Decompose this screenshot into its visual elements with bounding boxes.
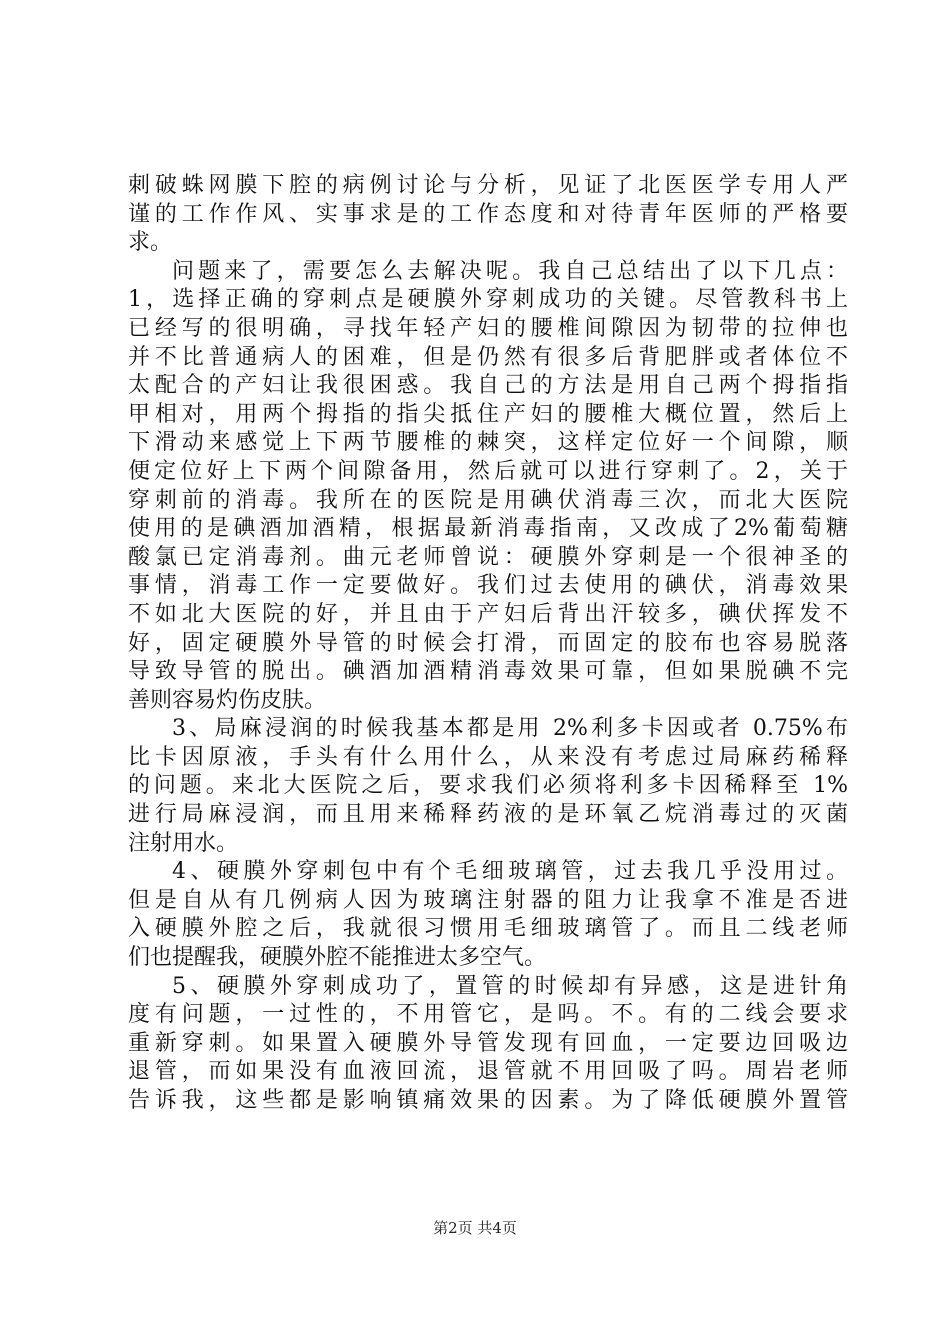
text-line: 1，选择正确的穿刺点是硬膜外穿刺成功的关键。尽管教科书上 — [128, 287, 848, 313]
text-line: 便定位好上下两个间隙备用，然后就可以进行穿刺了。2，关于 — [128, 458, 848, 484]
text-line: 不如北大医院的好，并且由于产妇后背出汗较多，碘伏挥发不 — [128, 601, 848, 627]
text-line: 重新穿刺。如果置入硬膜外导管发现有回血，一定要边回吸边 — [128, 1030, 848, 1056]
text-line: 事情，消毒工作一定要做好。我们过去使用的碘伏，消毒效果 — [128, 573, 848, 599]
text-line: 4、硬膜外穿刺包中有个毛细玻璃管，过去我几乎没用过。 — [172, 859, 848, 885]
text-line: 谨的工作作风、实事求是的工作态度和对待青年医师的严格要 — [128, 201, 848, 227]
text-line: 导致导管的脱出。碘酒加酒精消毒效果可靠，但如果脱碘不完 — [128, 659, 848, 685]
text-line: 但是自从有几例病人因为玻璃注射器的阻力让我拿不准是否进 — [128, 887, 848, 913]
text-line: 使用的是碘酒加酒精，根据最新消毒指南，又改成了2%葡萄糖 — [128, 516, 848, 542]
paragraph — [128, 258, 848, 716]
paragraph — [128, 858, 848, 972]
text-line: 注射用水。 — [128, 830, 239, 856]
text-line: 比卡因原液，手头有什么用什么，从来没有考虑过局麻药稀释 — [128, 744, 848, 770]
text-line: 告诉我，这些都是影响镇痛效果的因素。为了降低硬膜外置管 — [128, 1088, 848, 1113]
paragraph — [128, 973, 848, 1116]
text-line: 下滑动来感觉上下两节腰椎的棘突，这样定位好一个间隙，顺 — [128, 430, 848, 456]
text-line: 度有问题，一过性的，不用管它，是吗。不。有的二线会要求 — [128, 1002, 848, 1028]
paragraph — [128, 715, 848, 858]
text-line: 问题来了，需要怎么去解决呢。我自己总结出了以下几点： — [172, 258, 848, 284]
text-line: 甲相对，用两个拇指的指尖抵住产妇的腰椎大概位置，然后上 — [128, 401, 848, 427]
text-line: 求。 — [128, 230, 173, 256]
text-line: 酸氯已定消毒剂。曲元老师曾说：硬膜外穿刺是一个很神圣的 — [128, 544, 848, 570]
text-line: 3、局麻浸润的时候我基本都是用 2%利多卡因或者 0.75%布 — [172, 716, 848, 742]
page-footer: 第2页 共4页 — [433, 1219, 517, 1237]
text-line: 善则容易灼伤皮肤。 — [128, 687, 327, 713]
text-line: 入硬膜外腔之后，我就很习惯用毛细玻璃管了。而且二线老师 — [128, 916, 848, 942]
document-body — [128, 172, 848, 1116]
text-line: 太配合的产妇让我很困惑。我自己的方法是用自己两个拇指指 — [128, 373, 848, 399]
text-line: 好，固定硬膜外导管的时候会打滑，而固定的胶布也容易脱落 — [128, 630, 848, 656]
text-line: 已经写的很明确，寻找年轻产妇的腰椎间隙因为韧带的拉伸也 — [128, 315, 848, 341]
text-line: 的问题。来北大医院之后，要求我们必须将利多卡因稀释至 1% — [128, 773, 848, 799]
text-line: 进行局麻浸润，而且用来稀释药液的是环氧乙烷消毒过的灭菌 — [128, 802, 848, 828]
text-line: 穿刺前的消毒。我所在的医院是用碘伏消毒三次，而北大医院 — [128, 487, 848, 513]
text-line: 并不比普通病人的困难，但是仍然有很多后背肥胖或者体位不 — [128, 344, 848, 370]
paragraph — [128, 172, 848, 258]
text-line: 们也提醒我，硬膜外腔不能推进太多空气。 — [128, 945, 547, 971]
text-line: 退管，而如果没有血液回流，退管就不用回吸了吗。周岩老师 — [128, 1059, 848, 1085]
text-line: 刺破蛛网膜下腔的病例讨论与分析，见证了北医医学专用人严 — [128, 173, 848, 198]
text-line: 5、硬膜外穿刺成功了，置管的时候却有异感，这是进针角 — [172, 973, 848, 999]
